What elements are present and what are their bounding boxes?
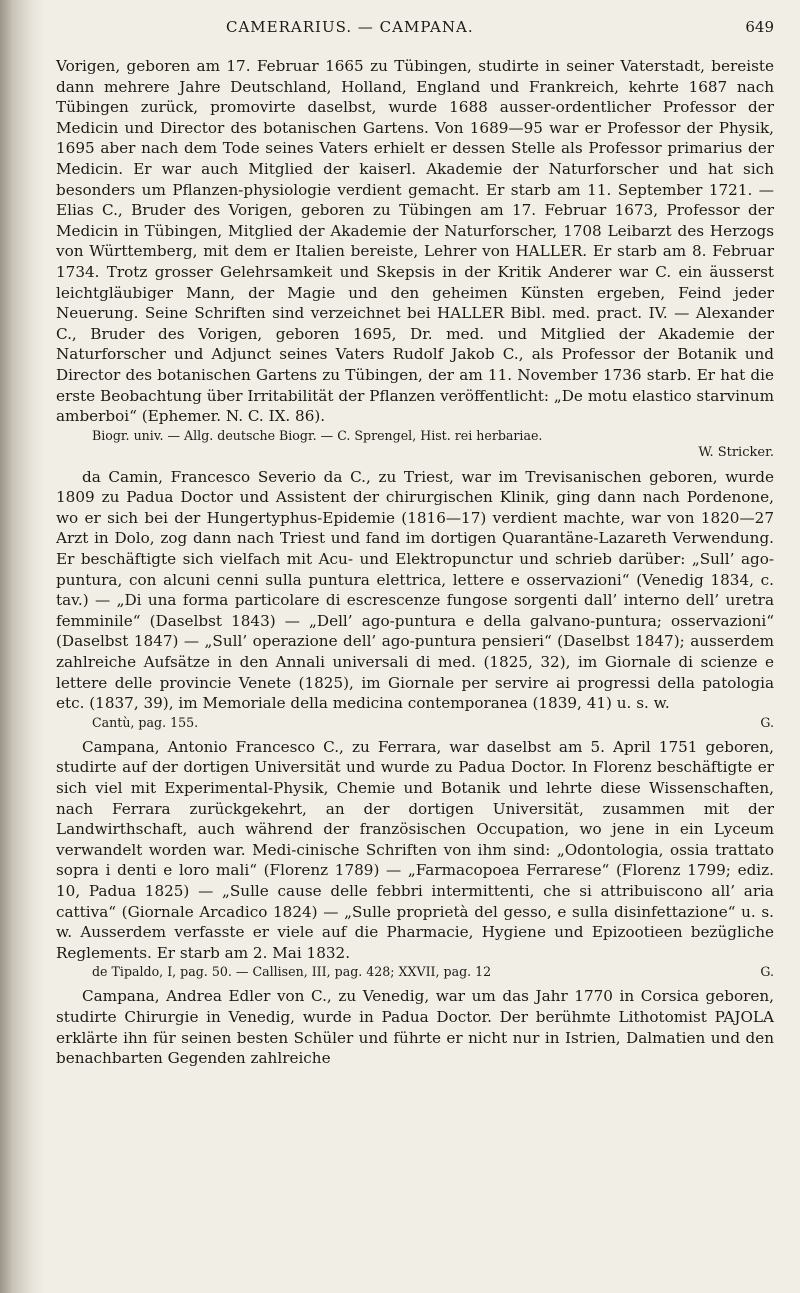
entry-da-camin: da Camin, Francesco Severio da C., zu Triest, war im Trevisanischen geboren, wurde 1809 zu Padua Doctor und Assistent der chirurgischen Klinik, ging dann nach Pordenone, wo er sich bei der Hungertyphus-Epidemie (1816—17) verdient machte, war von 1820—27 Arzt in Dolo, zog dann nach Triest und fand im dortigen Quarantäne-Lazareth Verwendung. Er beschäftigte sich vielfach mit Acu- und Elektropunctur und schrieb darüber: „Sull’ ago-puntura, con alcuni cenni sulla puntura elettrica, lettere e osservazioni“ (Venedig 1834, c. tav.) — „Di una forma particolare di escrescenze fungose sorgenti dall’ interno dell’ uretra femminile“ (Daselbst 1843) — „Dell’ ago-puntura e della galvano-puntura; osservazioni“ (Daselbst 1847) — „Sull’ operazione dell’ ago-puntura pensieri“ (Daselbst 1847); ausserdem zahlreiche Aufsätze in den Annali universali di med. (1825, 32), im Giornale di scienze e lettere delle provincie Venete (1825), im Giornale per servire ai progressi della patologia etc. (1837, 39), im Memoriale della medicina contemporanea (1839, 41) u. s. w. [56, 467, 774, 713]
source-references [56, 714, 774, 731]
author-signature: W. Stricker. [698, 444, 774, 460]
source-references: Biogr. univ. — Allg. deutsche Biogr. — C. Sprengel, Hist. rei herbariae. [92, 427, 543, 443]
source-references [56, 963, 774, 980]
running-header [56, 18, 774, 42]
document-page [56, 18, 774, 1069]
entry-campana-andrea: Campana, Andrea Edler von C., zu Venedig, war um das Jahr 1770 in Corsica geboren, studirte Chirurgie in Venedig, wurde in Padua Doctor. Der berühmte Lithotomist PAJOLA erklärte ihn für seinen besten Schüler und führte er nicht nur in Istrien, Dalmatien und den benachbarten Gegenden zahlreiche [56, 987, 774, 1068]
entry-camerarius-continued: Vorigen, geboren am 17. Februar 1665 zu Tübingen, studirte in seiner Vaterstadt, bereiste dann mehrere Jahre Deutschland, Holland, England und Frankreich, kehrte 1687 nach Tübingen zurück, promovirte daselbst, wurde 1688 ausser-ordentlicher Professor der Medicin und Director des botanischen Gartens. Von 1689—95 war er Professor der Physik, 1695 aber nach dem Tode seines Vaters erhielt er dessen Stelle als Professor primarius der Medicin. Er war auch Mitglied der kaiserl. Akademie der Naturforscher und hat sich besonders um Pflanzen-physiologie verdient gemacht. Er starb am 11. September 1721. — Elias C., Bruder des Vorigen, geboren zu Tübingen am 17. Februar 1673, Professor der Medicin in Tübingen, Mitglied der Akademie der Naturforscher, 1708 Leibarzt des Herzogs von Württemberg, mit dem er Italien bereiste, Lehrer von HALLER. Er starb am 8. Februar 1734. Trotz grosser Gelehrsamkeit und Skepsis in der Kritik Anderer war C. ein äusserst leichtgläubiger Mann, der Magie und den geheimen Künsten ergeben, Feind jeder Neuerung. Seine Schriften sind verzeichnet bei HALLER Bibl. med. pract. IV. — Alexander C., Bruder des Vorigen, geboren 1695, Dr. med. und Mitglied der Akademie der Naturforscher und Adjunct seines Vaters Rudolf Jakob C., als Professor der Botanik und Director des botanischen Gartens zu Tübingen, der am 11. November 1736 starb. Er hat die erste Beobachtung über Irritabilität der Pflanzen veröffentlicht: „De motu elastico starvinum amberboi“ (Ephemer. N. C. IX. 86). [56, 57, 774, 426]
source-text: de Tipaldo, I, pag. 50. — Callisen, III, pag. 428; XXVII, pag. 12 [92, 964, 492, 980]
author-signature: G. [760, 964, 774, 980]
author-signature: G. [760, 714, 774, 730]
source-text: Cantù, pag. 155. [92, 714, 199, 730]
running-title: CAMERARIUS. — CAMPANA. [226, 18, 474, 36]
book-binding-shadow [0, 0, 44, 1293]
entry-campana-antonio: Campana, Antonio Francesco C., zu Ferrara, war daselbst am 5. April 1751 geboren, studirte auf der dortigen Universität und wurde zu Padua Doctor. In Florenz beschäftigte er sich viel mit Experimental-Physik, Chemie und Botanik und lehrte diese Wissenschaften, nach Ferrara zurückgekehrt, an der dortigen Universität, zusammen mit der Landwirthschaft, auch während der französischen Occupation, wo jene in ein Lyceum verwandelt worden war. Medi-cinische Schriften von ihm sind: „Odontologia, ossia trattato sopra i denti e loro mali“ (Florenz 1789) — „Farmacopoea Ferrarese“ (Florenz 1799; ediz. 10, Padua 1825) — „Sulle cause delle febbri intermittenti, che si attribuiscono all’ aria cattiva“ (Giornale Arcadico 1824) — „Sulle proprietà del gesso, e sulla disinfettazione“ u. s. w. Ausserdem verfasste er viele auf die Pharmacie, Hygiene und Epizootieen bezügliche Reglements. Er starb am 2. Mai 1832. [56, 737, 774, 962]
page-number: 649 [745, 18, 774, 36]
page-body [56, 56, 774, 1069]
